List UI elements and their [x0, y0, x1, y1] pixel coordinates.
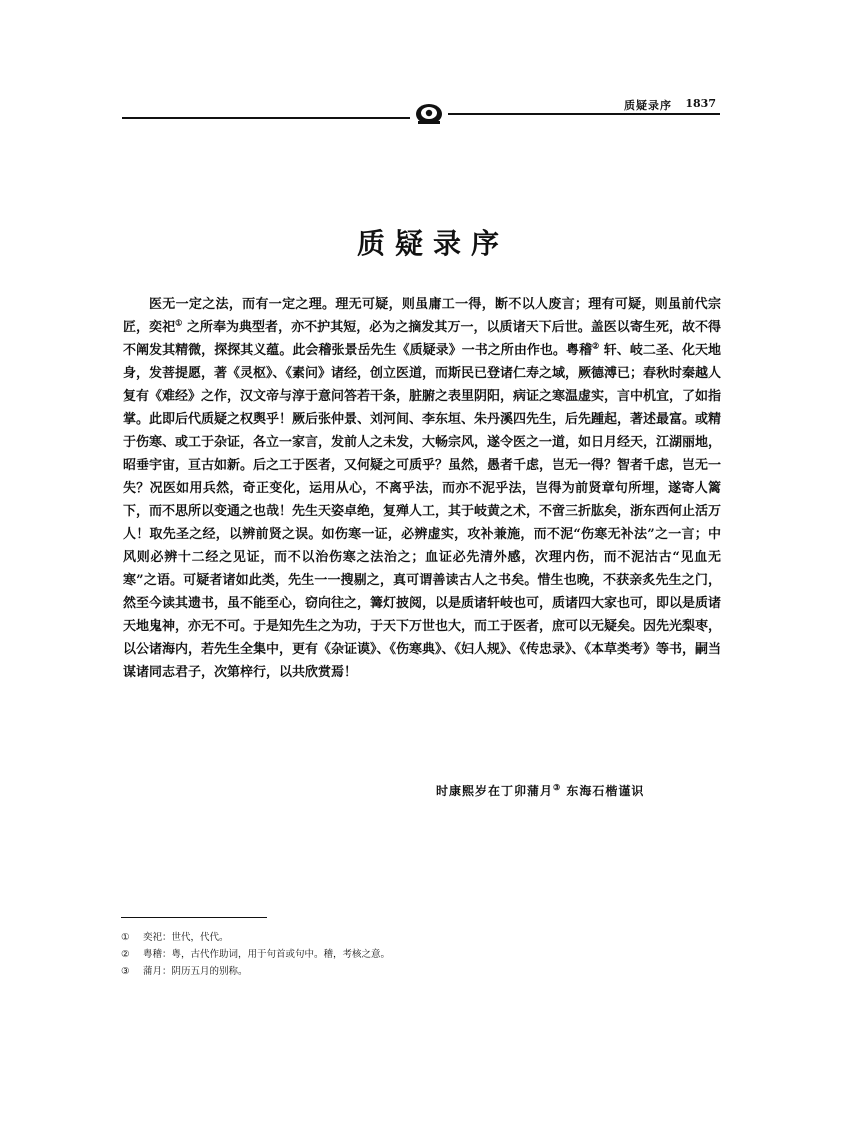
footnote-item	[121, 946, 681, 963]
page-header	[122, 98, 720, 124]
header-rule-left	[122, 117, 410, 119]
footnote-item	[121, 929, 681, 946]
footnote-ref-3: ③	[553, 782, 562, 792]
footnote-text: 蒲月：阴历五月的别称。	[143, 966, 248, 977]
footnote-ref-1: ①	[175, 317, 183, 328]
header-rule-right	[448, 113, 720, 115]
footnote-text: 奕祀：世代，代代。	[143, 932, 229, 943]
footnote-item	[121, 963, 681, 980]
body-text-segment: 医无一定之法，而有一定之理。理无可疑，则虽庸工一得，断不以人废言；理有可疑，则虽前代宗匠，奕祀	[123, 297, 721, 335]
footnotes	[121, 929, 681, 980]
preface-paragraph	[123, 293, 721, 684]
footnote-divider	[121, 917, 267, 918]
footnote-ref-2: ②	[592, 340, 600, 351]
press-logo-icon	[413, 102, 445, 126]
running-title: 质疑录序	[624, 99, 672, 112]
page-number: 1837	[685, 97, 716, 110]
signature-line	[436, 782, 644, 799]
footnote-mark: ②	[121, 949, 130, 960]
signature-author: 东海石楷谨识	[561, 784, 645, 798]
footnote-text: 粤稽：粤，古代作助词，用于句首或句中。稽，考核之意。	[143, 949, 391, 960]
footnote-mark: ③	[121, 966, 130, 977]
body-text-segment: 轩、岐二圣、化天地身，发菩提愿，著《灵枢》、《素问》诸经，创立医道，而斯民已登诸仁寿之域，厥德溥已；春秋时秦越人复有《难经》之作，汉文帝与淳于意问答若干条，脏腑之表里阴阳，病证之寒温虚实，言中机宜，了如指掌。此即后代质疑之权舆乎！厥后张仲景、刘河间、李东垣、朱丹溪四先生，后先踵起，著述最富。或精于伤寒、或工于杂证，各立一家言，发前人之未发，大畅宗风，遂令医之一道，如日月经天，江湖丽地，昭垂宇宙，亘古如新。后之工于医者，又何疑之可质乎？虽然，愚者千虑，岂无一得？智者千虑，岂无一失？况医如用兵然，奇正变化，运用从心，不离乎法，而亦不泥乎法，岂得为前贤章句所埋，遂寄人篱下，而不思所以变通之也哉！先生天姿卓绝，复殚人工，其于岐黄之术，不啻三折肱矣，浙东西何止活万人！取先圣之经，以辨前贤之误。如伤寒一证，必辨虚实，攻补兼施，而不泥“伤寒无补法”之一言；中风则必辨十二经之见证，而不以治伤寒之法治之；血证必先清外感，次理内伤，而不泥沽古“见血无寒”之语。可疑者诸如此类，先生一一搜剔之，真可谓善读古人之书矣。惜生也晚，不获亲炙先生之门，然至今读其遗书，虽不能至心，窃向往之，篝灯披阅，以是质诸轩岐也可，质诸四大家也可，即以是质诸天地鬼神，亦无不可。于是知先生之为功，于天下万世也大，而工于医者，庶可以无疑矣。因先光梨枣，以公诸海内，若先生全集中，更有《杂证谟》、《伤寒典》、《妇人规》、《传忠录》、《本草类考》等书，嗣当谋诸同志君子，次第梓行，以共欣赏焉！	[123, 343, 722, 680]
body-text-segment: 之所奉为典型者，亦不护其短，必为之摘发其万一，以质诸天下后世。盖医以寄生死，故不得不阐发其精微，探探其义蕴。此会稽张景岳先生《质疑录》一书之所由作也。粤稽	[123, 320, 721, 358]
signature-date: 时康熙岁在丁卯蒲月	[436, 784, 554, 798]
preface-body	[123, 293, 721, 684]
footnote-mark: ①	[121, 932, 130, 943]
page-title: 质疑录序	[356, 227, 509, 260]
